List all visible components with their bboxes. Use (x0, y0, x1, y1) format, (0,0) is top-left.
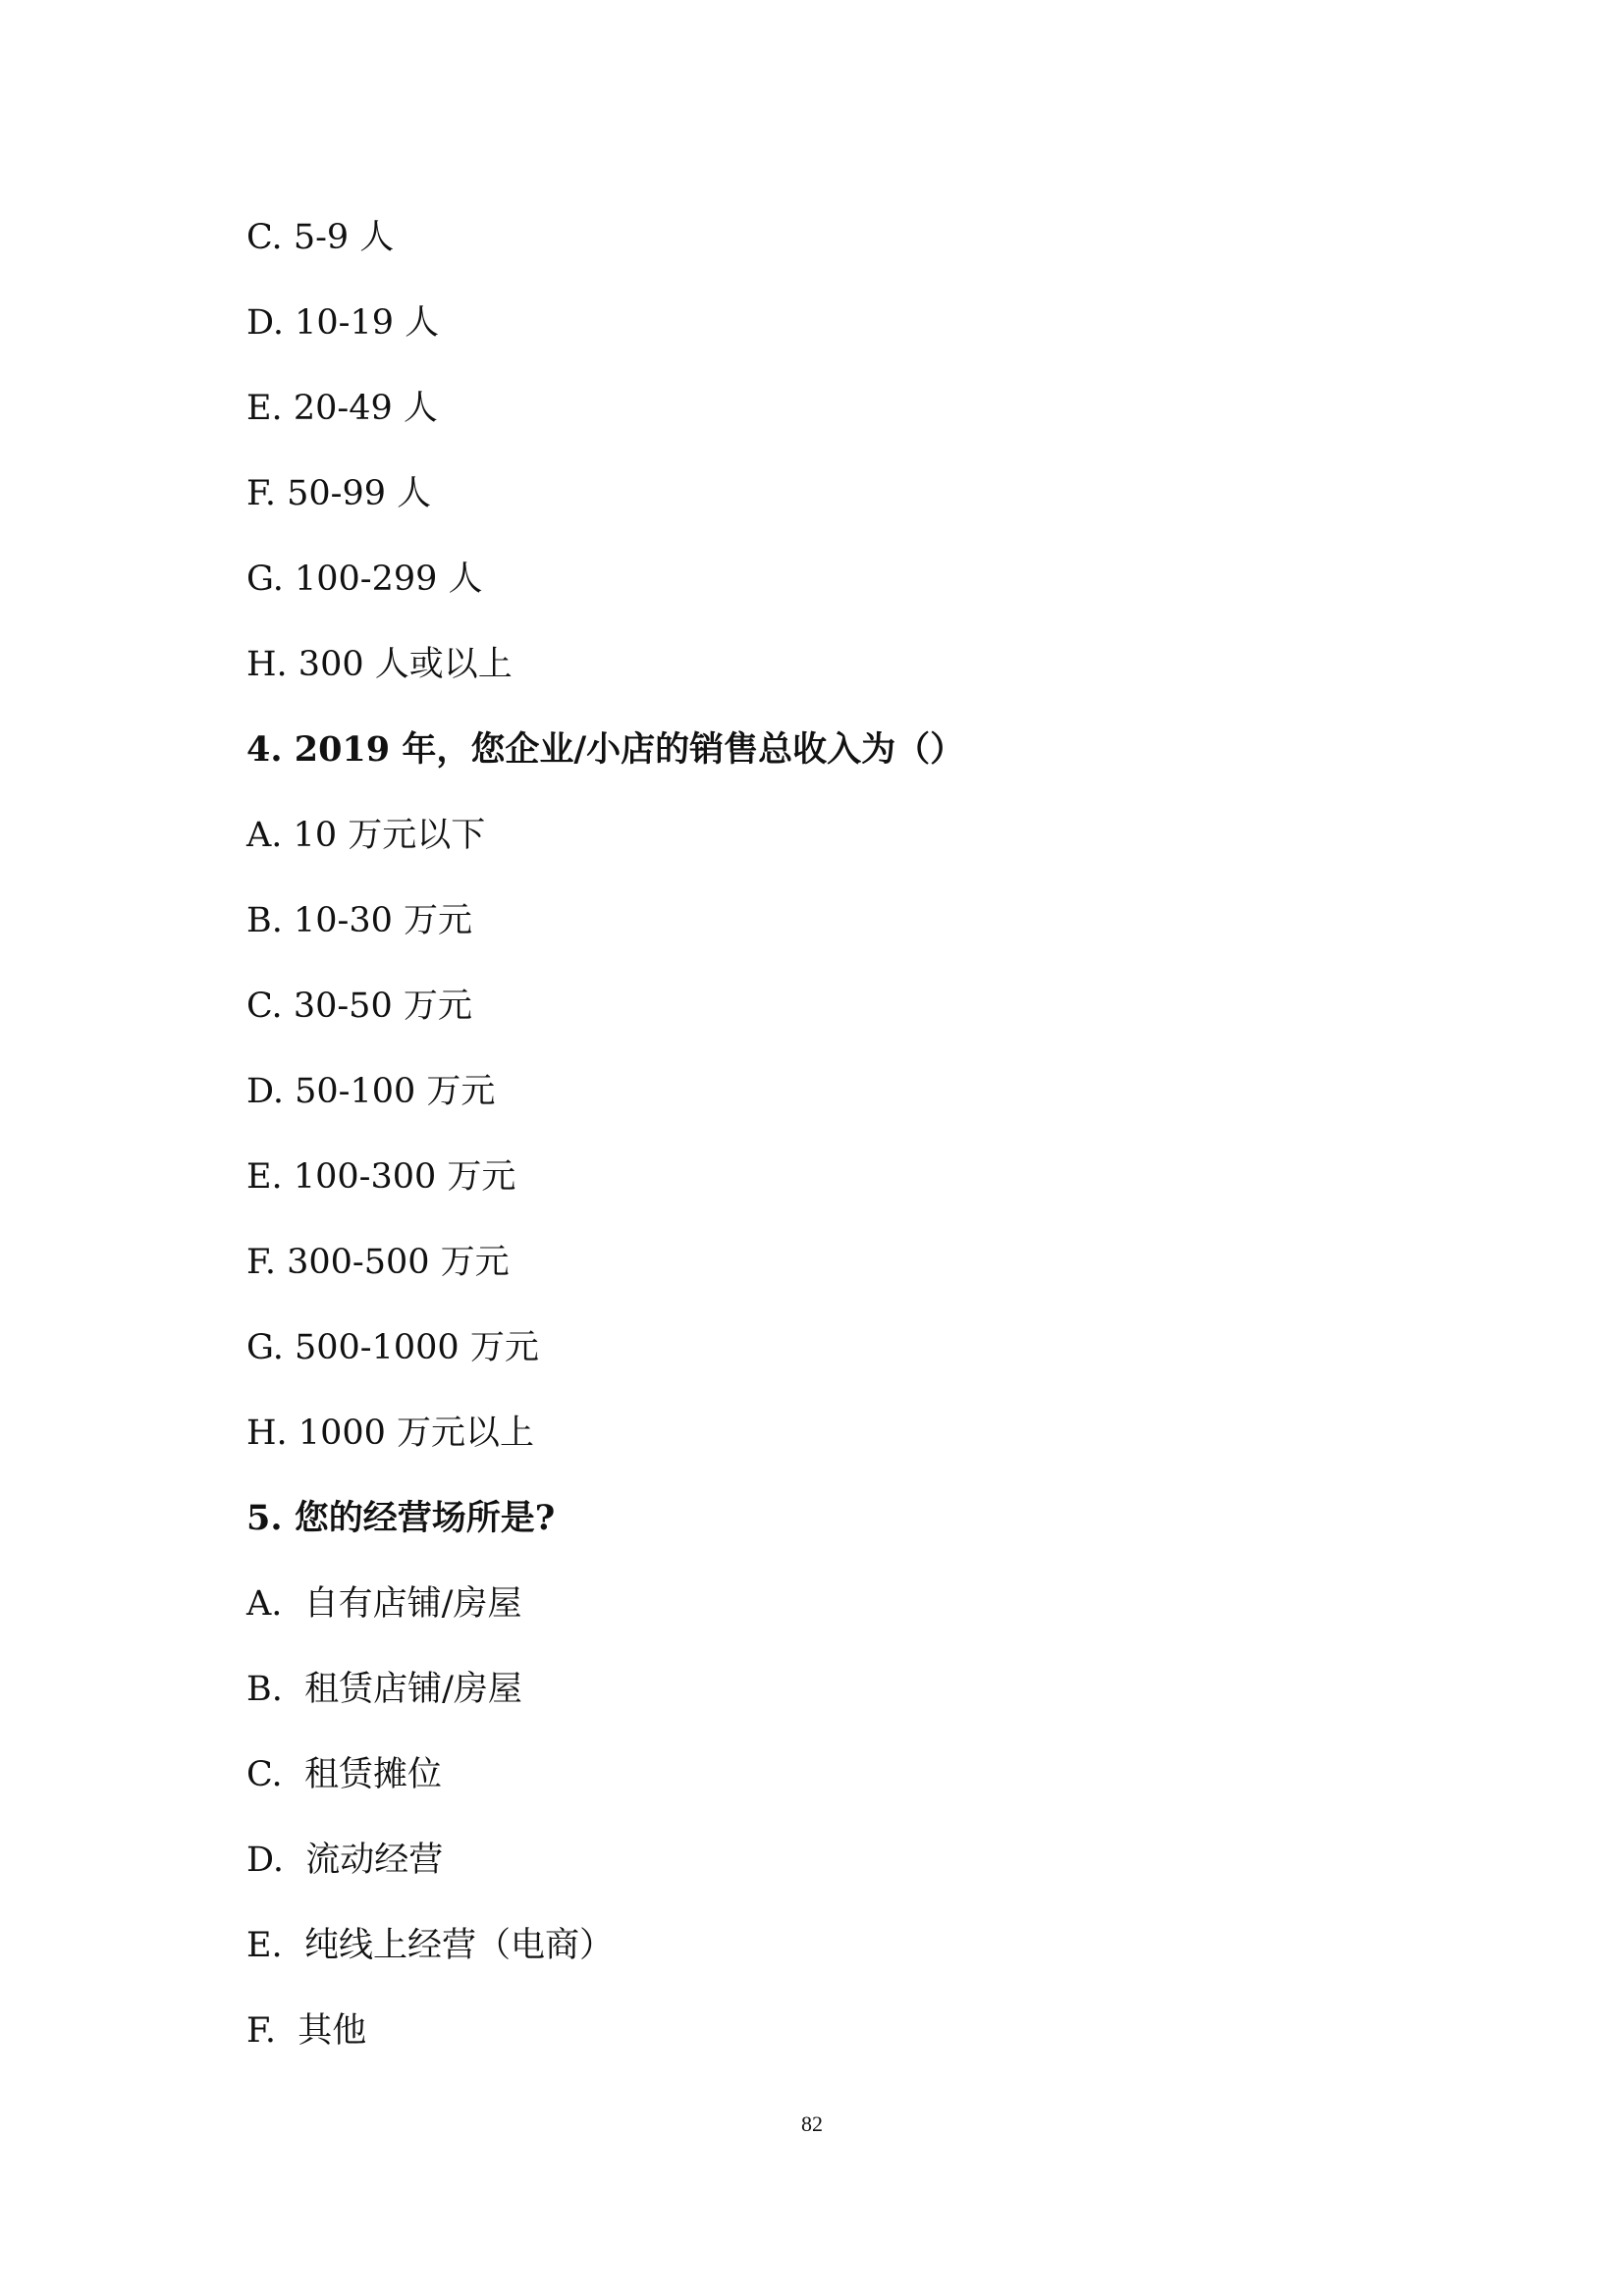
q4-option-g (246, 1326, 539, 1369)
option-text: 100-300 万元 (293, 1157, 516, 1197)
option-letter: F. (246, 1243, 276, 1282)
option-text: 5-9 人 (293, 218, 395, 257)
q4-option-e (246, 1155, 515, 1199)
q3-option-c (246, 216, 394, 259)
q3-option-g (246, 558, 483, 601)
option-text: 纯线上经营（电商） (303, 1926, 614, 1965)
q5-option-d (246, 1839, 443, 1882)
option-letter: H. (246, 645, 288, 684)
option-text: 20-49 人 (293, 389, 438, 428)
q5-option-e (246, 1924, 614, 1967)
option-text: 50-100 万元 (295, 1072, 496, 1111)
option-letter: E. (246, 1157, 283, 1197)
option-letter: G. (246, 1328, 284, 1367)
option-text: 500-1000 万元 (294, 1328, 539, 1367)
option-text: 10-19 人 (295, 303, 440, 343)
q5-option-a (246, 1582, 521, 1626)
q4-option-b (246, 899, 472, 942)
q4-option-a (246, 814, 485, 857)
option-letter: F. (246, 2011, 276, 2051)
option-text: 租赁摊位 (303, 1755, 442, 1794)
option-letter: C. (246, 1755, 283, 1794)
option-letter: E. (246, 389, 283, 428)
q3-option-e (246, 387, 438, 430)
q3-option-d (246, 301, 439, 345)
option-text: 自有店铺/房屋 (303, 1584, 522, 1624)
option-letter: H. (246, 1414, 288, 1453)
option-text: 租赁店铺/房屋 (304, 1670, 522, 1709)
option-letter: A. (246, 1584, 283, 1624)
page-number: 82 (801, 2111, 823, 2136)
option-letter: E. (246, 1926, 283, 1965)
option-text: 100-299 人 (294, 560, 483, 599)
q5-option-b (246, 1668, 522, 1711)
option-text: 10 万元以下 (293, 816, 486, 855)
option-letter: A. (246, 816, 283, 855)
option-letter: C. (246, 987, 283, 1026)
option-text: 10-30 万元 (294, 901, 473, 940)
option-letter: G. (246, 560, 284, 599)
option-letter: D. (246, 303, 284, 343)
option-letter: B. (246, 1670, 283, 1709)
q5-option-f (246, 2009, 366, 2053)
option-text: 300-500 万元 (287, 1243, 510, 1282)
option-letter: D. (246, 1841, 284, 1880)
option-letter: C. (246, 218, 283, 257)
option-text: 50-99 人 (287, 474, 432, 513)
option-text: 1000 万元以上 (298, 1414, 534, 1453)
q4-option-f (246, 1241, 510, 1284)
q3-option-h (246, 643, 513, 686)
q3-option-f (246, 472, 431, 515)
q4-option-c (246, 985, 472, 1028)
option-letter: D. (246, 1072, 284, 1111)
q5-question: 5. 您的经营场所是? (246, 1498, 556, 1538)
option-text: 其他 (298, 2011, 367, 2051)
option-text: 30-50 万元 (293, 987, 472, 1026)
q4-question: 4. 2019 年，您企业/小店的销售总收入为（） (246, 729, 965, 770)
option-letter: B. (246, 901, 283, 940)
q4-option-d (246, 1070, 495, 1113)
option-text: 流动经营 (305, 1841, 444, 1880)
option-text: 300 人或以上 (298, 645, 513, 684)
q5-option-c (246, 1753, 442, 1796)
option-letter: F. (246, 474, 276, 513)
q4-option-h (246, 1412, 534, 1455)
